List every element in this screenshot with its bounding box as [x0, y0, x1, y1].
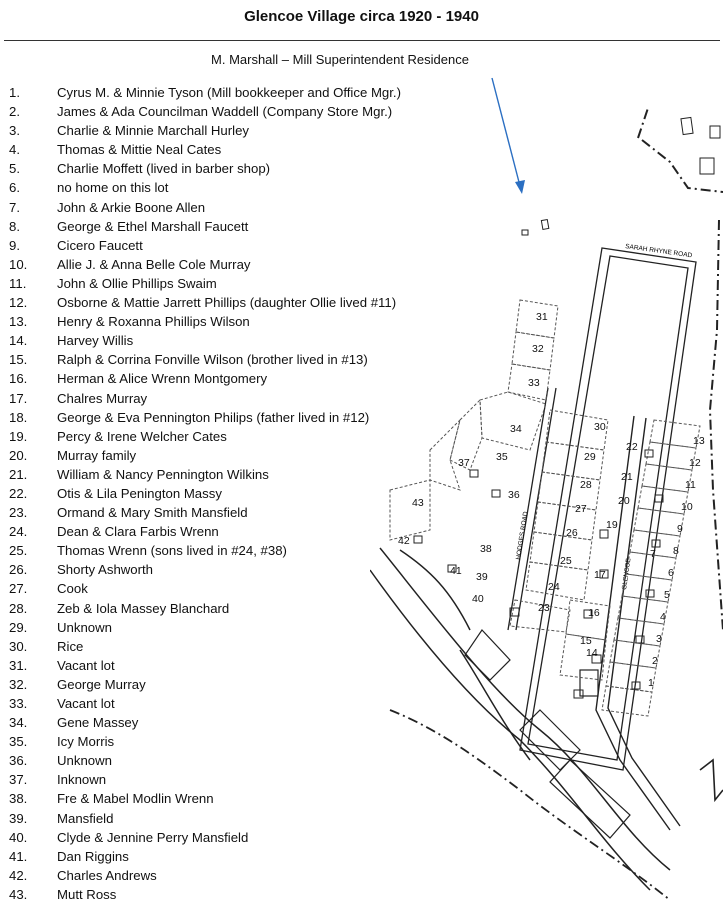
resident-name: Ralph & Corrina Fonville Wilson (brother lived in #13): [57, 352, 368, 368]
resident-number: 2.: [9, 104, 20, 120]
resident-name: James & Ada Councilman Waddell (Company Store Mgr.): [57, 104, 393, 120]
lot-number-label: 28: [580, 479, 592, 491]
resident-name: Mansfield: [57, 810, 114, 826]
resident-number: 43.: [9, 886, 28, 902]
lot-number-label: 5: [664, 589, 670, 601]
resident-number: 31.: [9, 657, 28, 673]
resident-number: 33.: [9, 696, 28, 711]
resident-number: 22.: [9, 485, 28, 501]
resident-item: [9, 579, 401, 598]
lot-number-label: 16: [588, 607, 600, 619]
resident-name: Thomas Wrenn (sons lived in #24, #38): [57, 543, 287, 559]
resident-item: [9, 751, 401, 770]
sarah-rhyne-road: [520, 248, 696, 770]
resident-item: [9, 675, 401, 694]
resident-number: 23.: [9, 505, 28, 521]
lot-labels: [398, 311, 705, 689]
resident-number: 29.: [9, 619, 28, 635]
lot-number-label: 38: [480, 543, 492, 555]
lower-roads: [370, 548, 670, 890]
lot-number-label: 34: [510, 423, 522, 435]
resident-number: 8.: [9, 218, 20, 234]
lot-number-label: 36: [508, 489, 520, 501]
resident-number: 3.: [9, 123, 20, 139]
resident-number: 15.: [9, 352, 28, 368]
lot-number-label: 32: [532, 343, 544, 355]
resident-item: [9, 599, 401, 618]
resident-item: [9, 274, 401, 293]
resident-name: William & Nancy Pennington Wilkins: [57, 466, 269, 482]
resident-name: Percy & Irene Welcher Cates: [57, 428, 227, 444]
resident-item: [9, 789, 401, 808]
resident-number: 25.: [9, 543, 28, 559]
right-edge-line: [700, 760, 723, 800]
resident-name: Dan Riggins: [57, 848, 129, 864]
resident-name: Charles Andrews: [57, 867, 157, 883]
resident-number: 10.: [9, 256, 28, 272]
resident-name: Zeb & Iola Massey Blanchard: [57, 600, 230, 616]
resident-name: Vacant lot: [57, 657, 115, 673]
resident-number: 41.: [9, 848, 28, 864]
resident-name: John & Arkie Boone Allen: [57, 199, 206, 215]
resident-item: [9, 236, 401, 255]
resident-name: George & Ethel Marshall Faucett: [57, 218, 249, 234]
resident-name: Chalres Murray: [57, 390, 148, 406]
resident-name: Ormand & Mary Smith Mansfield: [57, 505, 248, 521]
resident-item: [9, 389, 401, 408]
resident-name: Cicero Faucett: [57, 237, 143, 253]
resident-item: [9, 159, 401, 178]
lot-number-label: 30: [594, 421, 606, 433]
lot-number-label: 43: [412, 497, 424, 509]
lot-number-label: 23: [538, 602, 550, 614]
resident-item: [9, 885, 401, 904]
resident-name: Henry & Roxanna Phillips Wilson: [57, 314, 250, 330]
resident-item: [9, 560, 401, 579]
lot-number-label: 29: [584, 451, 596, 463]
resident-number: 30.: [9, 638, 28, 654]
resident-number: 7.: [9, 199, 20, 215]
resident-name: Charlie & Minnie Marchall Hurley: [57, 123, 250, 139]
lot-number-label: 19: [606, 519, 618, 531]
superintendent-annotation: M. Marshall – Mill Superintendent Residence: [211, 52, 469, 67]
resident-number: 26.: [9, 562, 28, 578]
resident-item: [9, 217, 401, 236]
lot-number-label: 41: [450, 565, 462, 577]
resident-number: 24.: [9, 524, 28, 540]
resident-number: 21.: [9, 466, 28, 482]
outbuilding: [541, 220, 548, 230]
resident-item: [9, 312, 401, 331]
resident-item: [9, 331, 401, 350]
resident-name: Charlie Moffett (lived in barber shop): [57, 161, 271, 177]
resident-item: [9, 866, 401, 885]
resident-name: George Murray: [57, 676, 146, 692]
resident-name: Murray family: [57, 447, 137, 463]
lot-number-label: 14: [586, 647, 598, 659]
resident-number: 11.: [9, 275, 27, 291]
resident-number: 18.: [9, 409, 28, 425]
resident-number: 12.: [9, 295, 28, 311]
resident-name: Unknown: [57, 619, 112, 635]
resident-item: [9, 83, 401, 102]
resident-number: 19.: [9, 428, 28, 444]
resident-name: Shorty Ashworth: [57, 562, 154, 578]
resident-number: 9.: [9, 237, 20, 253]
resident-item: [9, 809, 401, 828]
resident-item: [9, 503, 401, 522]
resident-item: [9, 770, 401, 789]
resident-list: [9, 83, 401, 904]
resident-name: Inknown: [57, 772, 107, 788]
resident-number: 27.: [9, 581, 28, 597]
resident-item: [9, 713, 401, 732]
resident-number: 36.: [9, 753, 28, 769]
lot-number-label: 40: [472, 593, 484, 605]
resident-name: Gene Massey: [57, 715, 139, 731]
resident-item: [9, 484, 401, 503]
resident-name: Harvey Willis: [57, 333, 134, 349]
resident-item: [9, 178, 401, 197]
lot-number-label: 27: [575, 503, 587, 515]
resident-item: [9, 541, 401, 560]
resident-number: 42.: [9, 867, 28, 883]
road-label-hodges: HODGES ROAD: [515, 511, 530, 561]
village-map: [370, 70, 723, 910]
resident-name: Mutt Ross: [57, 886, 117, 902]
lot-number-label: 33: [528, 377, 540, 389]
resident-name: Fre & Mabel Modlin Wrenn: [57, 791, 214, 807]
resident-item: [9, 637, 401, 656]
resident-item: [9, 847, 401, 866]
resident-name: Cook: [57, 581, 88, 597]
resident-name: Clyde & Jennine Perry Mansfield: [57, 829, 249, 845]
road-label-sarah: SARAH RHYNE ROAD: [624, 243, 693, 260]
resident-item: [9, 350, 401, 369]
lot-number-label: 21: [621, 471, 633, 483]
resident-number: 34.: [9, 715, 28, 731]
mill-buildings: [465, 630, 630, 838]
resident-item: [9, 828, 401, 847]
lot-number-label: 15: [580, 635, 592, 647]
lot-number-label: 3: [656, 633, 662, 645]
resident-item: [9, 369, 401, 388]
lot-number-label: 4: [660, 611, 666, 623]
lot-number-label: 22: [626, 441, 638, 453]
resident-name: Herman & Alice Wrenn Montgomery: [57, 371, 268, 387]
resident-item: [9, 694, 401, 713]
lot-number-label: 9: [677, 523, 683, 535]
resident-name: Cyrus M. & Minnie Tyson (Mill bookkeeper and Office Mgr.): [57, 85, 401, 100]
lot-number-label: 39: [476, 571, 488, 583]
resident-name: Osborne & Mattie Jarrett Phillips (daughter Ollie lived #11): [57, 295, 397, 311]
lot-number-label: 2: [652, 655, 658, 667]
resident-number: 14.: [9, 333, 28, 349]
outbuilding: [522, 230, 528, 235]
lot-number-label: 8: [673, 545, 679, 557]
lot-number-label: 20: [618, 495, 630, 507]
lot-number-label: 17: [594, 569, 606, 581]
resident-number: 39.: [9, 810, 28, 826]
resident-item: [9, 732, 401, 751]
resident-number: 35.: [9, 734, 28, 750]
resident-name: no home on this lot: [57, 180, 169, 196]
glencoe-road: [596, 416, 680, 830]
resident-name: Rice: [57, 638, 84, 654]
resident-name: Otis & Lila Penington Massy: [57, 485, 222, 501]
resident-number: 4.: [9, 142, 20, 158]
resident-item: [9, 121, 401, 140]
lot-number-label: 31: [536, 311, 548, 323]
page-title: Glencoe Village circa 1920 - 1940: [244, 8, 479, 25]
resident-item: [9, 140, 401, 159]
resident-item: [9, 408, 401, 427]
title-divider: [4, 40, 720, 41]
resident-number: 17.: [9, 390, 28, 406]
resident-item: [9, 102, 401, 121]
resident-number: 16.: [9, 371, 28, 387]
lot-number-label: 11: [685, 479, 696, 491]
resident-number: 32.: [9, 676, 28, 692]
resident-name: Thomas & Mittie Neal Cates: [57, 142, 222, 158]
lot-number-label: 35: [496, 451, 508, 463]
resident-number: 28.: [9, 600, 28, 616]
lot-number-label: 37: [458, 457, 470, 469]
resident-number: 5.: [9, 161, 20, 177]
resident-name: Unknown: [57, 753, 112, 769]
lot-number-label: 1: [648, 677, 654, 689]
lot-number-label: 6: [668, 567, 674, 579]
lot-number-label: 7: [650, 548, 656, 560]
lot-number-label: 42: [398, 535, 410, 547]
resident-number: 20.: [9, 447, 28, 463]
resident-name: Dean & Clara Farbis Wrenn: [57, 524, 219, 540]
resident-name: Vacant lot: [57, 696, 115, 711]
resident-item: [9, 618, 401, 637]
lot-number-label: 25: [560, 555, 572, 567]
resident-item: [9, 293, 401, 312]
resident-name: John & Ollie Phillips Swaim: [57, 275, 217, 291]
resident-item: [9, 465, 401, 484]
lot-number-label: 26: [566, 527, 578, 539]
resident-item: [9, 522, 401, 541]
resident-item: [9, 198, 401, 217]
resident-number: 38.: [9, 791, 28, 807]
road-label-glencoe: GLENCOE: [621, 557, 633, 591]
resident-number: 37.: [9, 772, 28, 788]
resident-item: [9, 446, 401, 465]
resident-number: 1.: [9, 85, 20, 100]
annotation-arrow: [492, 78, 525, 194]
resident-item: [9, 255, 401, 274]
resident-name: Allie J. & Anna Belle Cole Murray: [57, 256, 251, 272]
top-houses: [681, 117, 720, 174]
resident-name: George & Eva Pennington Philips (father lived in #12): [57, 409, 370, 425]
resident-name: Icy Morris: [57, 734, 115, 750]
resident-item: [9, 656, 401, 675]
resident-number: 13.: [9, 314, 28, 330]
lot-number-label: 10: [681, 501, 693, 513]
lot-number-label: 12: [689, 457, 701, 469]
lot-number-label: 24: [548, 581, 560, 593]
resident-item: [9, 427, 401, 446]
resident-number: 6.: [9, 180, 20, 196]
lot-number-label: 13: [693, 435, 705, 447]
resident-number: 40.: [9, 829, 28, 845]
